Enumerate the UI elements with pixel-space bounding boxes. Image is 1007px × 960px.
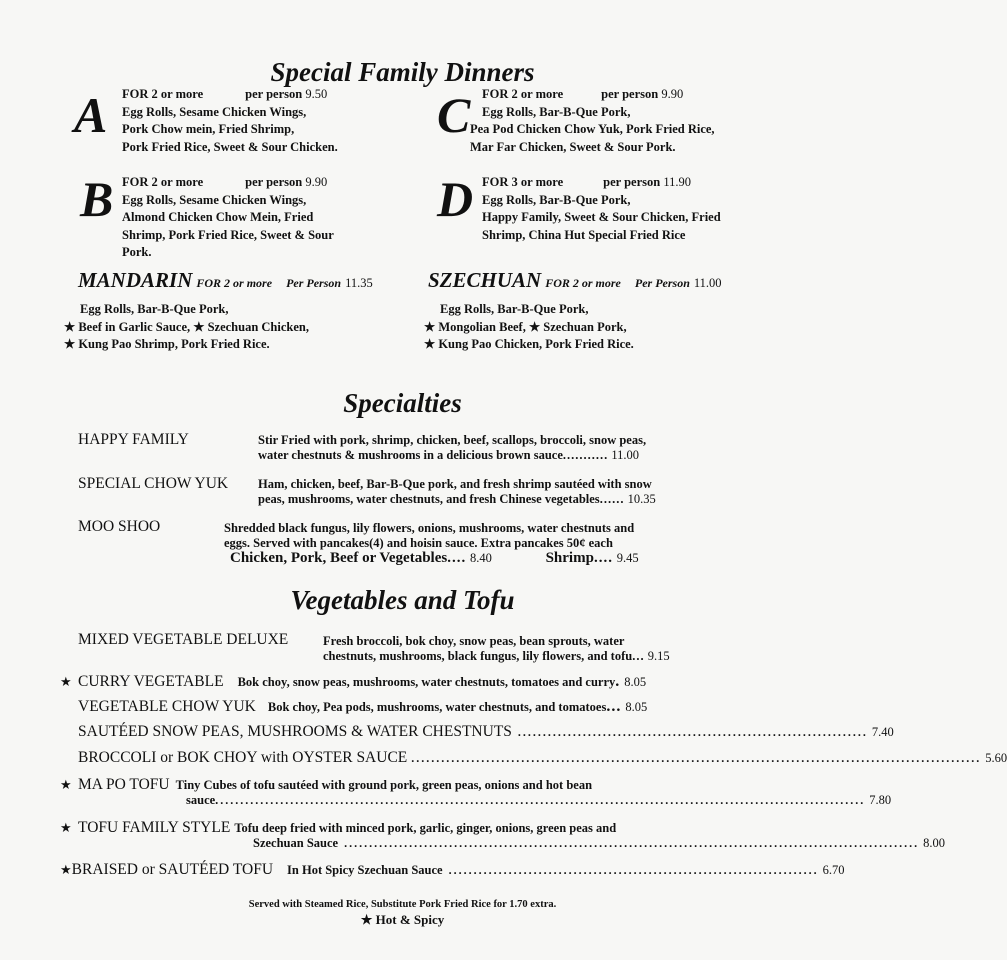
dinner-b-item: Egg Rolls, Sesame Chicken Wings, (122, 192, 307, 207)
dinner-b-line1: FOR 2 or more (122, 175, 204, 189)
braised-desc: In Hot Spicy Szechuan Sauce (287, 863, 443, 877)
dinner-c-line1: FOR 2 or more (482, 87, 564, 101)
mandarin-item: ★ Kung Pao Shrimp, Pork Fried Rice. (64, 337, 270, 351)
broccoli-name: BROCCOLI or BOK CHOY with OYSTER SAUCE (78, 749, 408, 766)
chow-yuk-line1: Ham, chicken, beef, Bar-B-Que pork, and fresh shrimp sautéed with snow (258, 477, 652, 491)
szechuan-item: ★ Mongolian Beef, ★ Szechuan Pork, (424, 319, 627, 334)
deluxe-dots: ... (632, 649, 645, 663)
veg-chow-yuk-dots: ... (606, 698, 622, 715)
happy-family-dots: ........... (562, 448, 609, 462)
happy-family-desc (258, 433, 728, 463)
snow-peas-leader: ...................................................................... (517, 725, 868, 739)
curry-row (60, 673, 735, 691)
mandarin-item: Egg Rolls, Bar-B-Que Pork, (80, 302, 229, 316)
moo-shoo-name: MOO SHOO (78, 518, 161, 535)
ma-po-row2 (186, 793, 892, 808)
family-style-leader: ................................................................................................................... (344, 836, 920, 850)
dinner-c-item: Egg Rolls, Bar-B-Que Pork, (482, 104, 631, 119)
moo-shoo-opt2: Shrimp (545, 550, 594, 566)
veg-chow-yuk-row (78, 698, 735, 716)
ma-po-name: MA PO TOFU (78, 776, 170, 793)
happy-family-name: HAPPY FAMILY (78, 431, 189, 448)
mandarin-header (78, 268, 373, 293)
dinner-a-pp-label: per person (245, 87, 303, 101)
mandarin-sub: FOR 2 or more (196, 276, 273, 290)
moo-shoo-opt1-price: 8.40 (469, 551, 492, 565)
dinner-d-item: Egg Rolls, Bar-B-Que Pork, (482, 192, 631, 207)
snow-peas-row (78, 723, 894, 741)
szechuan-items (424, 301, 634, 354)
dinner-b-item: Pork. (122, 245, 152, 259)
curry-desc: Bok choy, snow peas, mushrooms, water chestnuts, tomatoes and curry (237, 675, 616, 689)
happy-family-line2: water chestnuts & mushrooms in a delicious brown sauce (258, 448, 563, 462)
curry-price: 8.05 (624, 675, 647, 689)
dinner-d-item: Shrimp, China Hut Special Fried Rice (482, 227, 686, 242)
braised-leader: .......................................................................... (448, 863, 819, 877)
snow-peas-price: 7.40 (871, 725, 894, 739)
happy-family-line1: Stir Fried with pork, shrimp, chicken, beef, scallops, broccoli, snow peas, (258, 433, 647, 447)
moo-shoo-line2: eggs. Served with pancakes(4) and hoisin sauce. Extra pancakes 50¢ each (224, 536, 613, 550)
mandarin-item: ★ Beef in Garlic Sauce, ★ Szechuan Chicken, (64, 319, 309, 334)
broccoli-row (78, 749, 1007, 767)
dinner-d-letter: D (437, 171, 474, 227)
dinner-a-item: Pork Fried Rice, Sweet & Sour Chicken. (122, 139, 338, 154)
dinner-c-item: Pea Pod Chicken Chow Yuk, Pork Fried Rice, (470, 122, 715, 136)
dinner-c (470, 86, 715, 156)
szechuan-price: 11.00 (693, 276, 722, 290)
footer-note: Served with Steamed Rice, Substitute Pork Fried Rice for 1.70 extra. (248, 899, 557, 910)
dinner-b-item: Almond Chicken Chow Mein, Fried (122, 210, 314, 224)
dinner-d-pp-label: per person (603, 175, 661, 189)
family-style-row (60, 819, 735, 837)
curry-name: CURRY VEGETABLE (78, 673, 224, 690)
mandarin-pp-label: Per Person (286, 276, 342, 290)
family-style-price: 8.00 (923, 836, 945, 850)
dinner-a-item: Egg Rolls, Sesame Chicken Wings, (122, 104, 307, 119)
mandarin-price: 11.35 (345, 276, 373, 290)
dinner-b (122, 174, 334, 262)
family-style-name: TOFU FAMILY STYLE (78, 819, 231, 836)
deluxe-price: 9.15 (647, 649, 670, 663)
szechuan-sub: FOR 2 or more (545, 276, 621, 290)
footer-legend: ★ Hot & Spicy (360, 912, 445, 927)
dinner-c-pp-label: per person (601, 87, 659, 101)
deluxe-desc (323, 634, 733, 664)
ma-po-line1: Tiny Cubes of tofu sautéed with ground pork, green peas, onions and hot bean (175, 778, 593, 792)
ma-po-leader: ................................................................................................................................. (220, 793, 866, 807)
snow-peas-name: SAUTÉED SNOW PEAS, MUSHROOMS & WATER CHESTNUTS (78, 723, 512, 740)
curry-dots: . (615, 673, 621, 690)
dinner-d-line1: FOR 3 or more (482, 175, 564, 189)
family-style-line1: Tofu deep fried with minced pork, garlic, ginger, onions, green peas and (234, 821, 617, 835)
chow-yuk-name: SPECIAL CHOW YUK (78, 475, 229, 492)
moo-shoo-line1: Shredded black fungus, lily flowers, onions, mushrooms, water chestnuts and (224, 521, 635, 535)
szechuan-item: Egg Rolls, Bar-B-Que Pork, (440, 302, 589, 316)
ma-po-row (60, 776, 735, 794)
szechuan-name: SZECHUAN (428, 268, 542, 292)
mandarin-items (64, 301, 309, 354)
dinner-d (482, 174, 721, 244)
chow-yuk-dots: ...... (599, 492, 625, 506)
dinner-d-price: 11.90 (663, 175, 691, 189)
braised-name: BRAISED or SAUTÉED TOFU (71, 861, 274, 878)
veg-chow-yuk-desc: Bok choy, Pea pods, mushrooms, water chestnuts, and tomatoes (267, 700, 607, 714)
veg-chow-yuk-name: VEGETABLE CHOW YUK (78, 698, 256, 715)
veg-chow-yuk-price: 8.05 (625, 700, 648, 714)
dinner-a-price: 9.50 (305, 87, 328, 101)
family-style-line2: Szechuan Sauce (253, 836, 339, 850)
hot-spicy-icon: ★ (60, 863, 72, 878)
happy-family-price: 11.00 (611, 448, 640, 462)
dinner-a-letter: A (74, 87, 108, 143)
broccoli-leader: .................................................................................................................. (411, 751, 982, 765)
braised-row (60, 861, 845, 879)
ma-po-line2: sauce. (186, 793, 219, 807)
hot-spicy-icon: ★ (60, 821, 72, 836)
hot-spicy-icon: ★ (60, 778, 72, 793)
dinner-a-item: Pork Chow mein, Fried Shrimp, (122, 122, 295, 136)
chow-yuk-desc (258, 477, 728, 507)
dinner-b-pp-label: per person (245, 175, 303, 189)
deluxe-name: MIXED VEGETABLE DELUXE (78, 631, 289, 648)
family-style-row2 (253, 836, 945, 851)
deluxe-line2: chestnuts, mushrooms, black fungus, lily flowers, and tofu (323, 649, 633, 663)
dinner-b-letter: B (80, 171, 114, 227)
moo-shoo-opt2-price: 9.45 (616, 551, 639, 565)
dinner-c-letter: C (437, 87, 471, 143)
dinner-b-item: Shrimp, Pork Fried Rice, Sweet & Sour (122, 227, 334, 242)
ma-po-price: 7.80 (869, 793, 892, 807)
mandarin-name: MANDARIN (78, 268, 193, 292)
szechuan-item: ★ Kung Pao Chicken, Pork Fried Rice. (424, 337, 634, 351)
dinner-b-price: 9.90 (305, 175, 328, 189)
braised-price: 6.70 (822, 863, 845, 877)
chow-yuk-price: 10.35 (627, 492, 656, 506)
moo-shoo-opt1-dots: .... (447, 550, 467, 566)
dinner-c-price: 9.90 (661, 87, 684, 101)
vegetables-title: Vegetables and Tofu (290, 585, 515, 615)
moo-shoo-opt2-dots: .... (593, 550, 613, 566)
moo-shoo-desc (224, 521, 724, 551)
moo-shoo-options (230, 550, 639, 567)
chow-yuk-line2: peas, mushrooms, water chestnuts, and fresh Chinese vegetables (258, 492, 600, 506)
dinner-d-item: Happy Family, Sweet & Sour Chicken, Fried (482, 210, 721, 224)
deluxe-line1: Fresh broccoli, bok choy, snow peas, bean sprouts, water (323, 634, 625, 648)
dinner-a-line1: FOR 2 or more (122, 87, 204, 101)
broccoli-price: 5.60 (985, 751, 1007, 765)
dinner-a (122, 86, 338, 156)
szechuan-header (428, 268, 722, 293)
specialties-title: Specialties (343, 388, 462, 418)
family-dinners-title: Special Family Dinners (270, 57, 535, 87)
dinner-c-item: Mar Far Chicken, Sweet & Sour Pork. (470, 139, 676, 154)
moo-shoo-opt1: Chicken, Pork, Beef or Vegetables (230, 550, 448, 566)
szechuan-pp-label: Per Person (634, 276, 690, 290)
hot-spicy-icon: ★ (60, 675, 72, 690)
